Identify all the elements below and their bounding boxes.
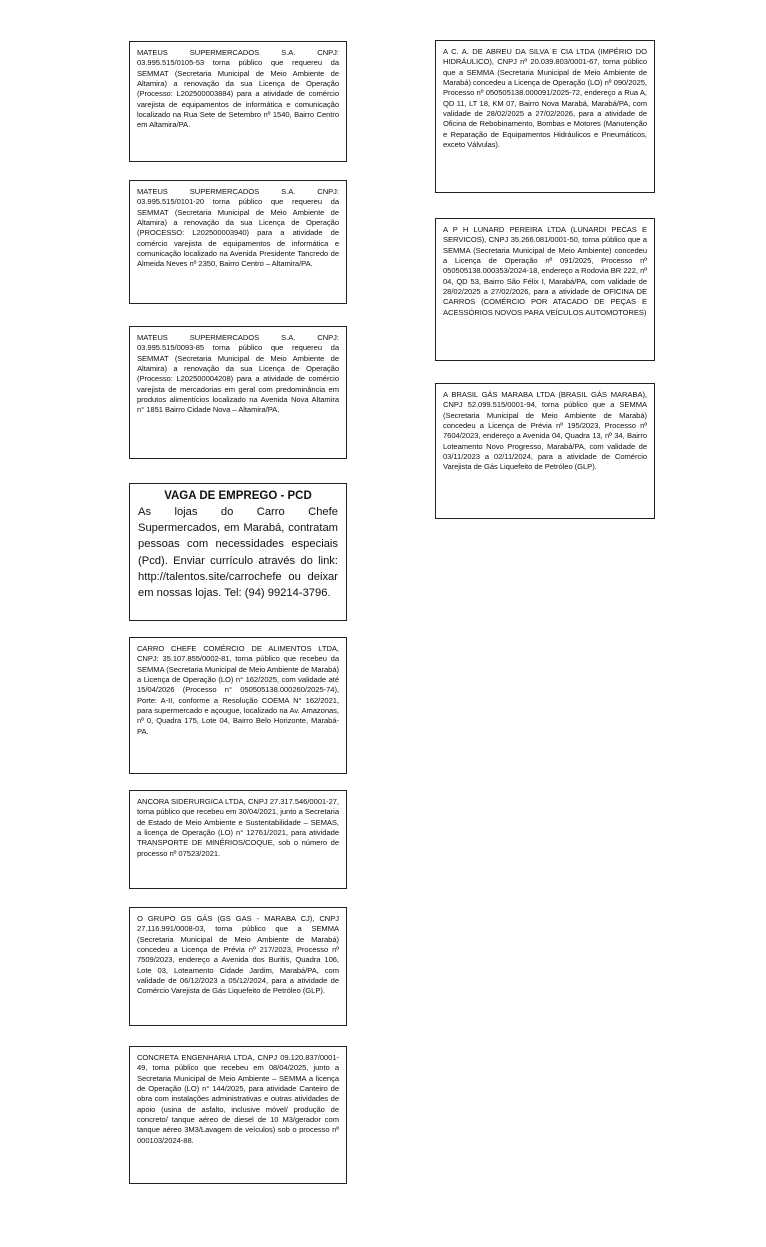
notice-imperio-do-hidraulico <box>435 40 655 193</box>
job-title: VAGA DE EMPREGO - PCD <box>164 490 312 502</box>
notice-text: MATEUS SUPERMERCADOS S.A. CNPJ: 03.995.515/0101-20 torna público que requereu da SEMMAT (Secretaria Municipal de Meio Ambiente de Altamira) a renovação da sua Licença de Operação (PROCESSO: L202500003940) para a atividade de comércio varejista de equipamentos de informática e comunicação localizado na Avenida Presidente Tancredo de Almeida Neves nº 2350, Bairro Centro – Altamira/PA. <box>137 187 339 269</box>
notice-text: O GRUPO GS GÁS (GS GAS - MARABA CJ), CNPJ 27.116.991/0008-03, torna público que a SEMMA (Secretaria Municipal de Meio Ambiente de Marabá) concedeu a Licença de Prévia nº 217/2023, Processo nº 7509/2023, endereço a Avenida dos Buritis, Quadra 106, Lote 03, Loteamento Cidade Jardim, Marabá/PA, com validade de 06/12/2023 a 05/12/2024, para a atividade de Comércio Varejista de Gás Liquefeito de Petróleo (GLP). <box>137 914 339 996</box>
notice-ancora-siderurgica <box>129 790 347 889</box>
notice-lunardi-pecas <box>435 218 655 361</box>
notice-carro-chefe <box>129 637 347 774</box>
notice-concreta-engenharia <box>129 1046 347 1184</box>
notice-mateus-altamira-tancredo <box>129 180 347 304</box>
notice-text: A C. A. DE ABREU DA SILVA E CIA LTDA (IMPÉRIO DO HIDRÁULICO), CNPJ nº 20.039.803/0001-67, torna público que a SEMMA (Secretaria Municipal de Meio Ambiente de Marabá) concedeu a Licença de Operação (LO) nº 090/2025, Processo nº 050505138.000091/2025-72, endereço a Rua A, QD 11, LT 18, KM 07, Bairro Nova Marabá, Marabá/PA, com validade de 28/02/2025 a 27/02/2026, para a atividade de Oficina de Rebobinamento, Bombas e Motores (Manutenção e Reparação de Equipamentos Hidráulicos e Pneumáticos, exceto Válvulas). <box>443 47 647 149</box>
notice-text: CARRO CHEFE COMÉRCIO DE ALIMENTOS LTDA, CNPJ: 35.107.855/0002-81, torna público que recebeu da SEMMA (Secretaria Municipal de Meio Ambiente de Marabá) a Licença de Operação (LO) n° 162/2025, com validade até 15/04/2026 (Processo n° 050505138.000260/2025-74), Porte: A-II, conforme a Resolução COEMA N° 162/2021, para supermercado e açougue, localizado na Av. Amazonas, nº 0, Quadra 175, Lote 04, Bairro Belo Horizonte, Marabá-PA. <box>137 644 339 736</box>
job-vacancy-pcd <box>129 483 347 621</box>
notice-text: A BRASIL GÁS MARABA LTDA (BRASIL GÁS MARABA), CNPJ 52.099.515/0001-94, torna público que a SEMMA (Secretaria Municipal de Meio Ambiente de Marabá) concedeu a Licença de Prévia nº 195/2023, Processo nº 7604/2023, endereço a Avenida 04, Quadra 13, nº 34, Bairro Loteamento Novo Progresso, Marabá/PA, com validade de 03/11/2023 a 02/11/2024, para a atividade de Comércio Varejista de Gás Liquefeito de Petróleo (GLP). <box>443 390 647 472</box>
notice-text: ANCORA SIDERURGICA LTDA, CNPJ 27.317.546/0001-27, torna público que recebeu em 30/04/2021, junto a Secretaria de Estado de Meio Ambiente e Sustentabilidade – SEMAS, a licença de Operação (LO) n° 12761/2021, para atividade TRANSPORTE DE MINÉRIOS/COQUE, sob o número de processo nº 07523/2021. <box>137 797 339 858</box>
notice-text: MATEUS SUPERMERCADOS S.A. CNPJ: 03.995.515/0093-85 torna público que requereu da SEMMAT (Secretaria Municipal de Meio Ambiente de Altamira) a renovação da sua Licença de Operação (Processo: L202500004208) para a atividade de comércio varejista de mercadorias em geral com predominância em produtos alimentícios localizado na Avenida Nova Altamira n° 1851 Bairro Cidade Nova – Altamira/PA. <box>137 333 339 415</box>
notice-mateus-altamira-cidade-nova <box>129 326 347 459</box>
job-text: As lojas do Carro Chefe Supermercados, em Marabá, contratam pessoas com necessidades especiais (Pcd). Enviar currículo através do link: http://talentos.site/carrochefe ou deixar em nossas lojas. Tel: (94) 99214-3796. <box>138 505 338 600</box>
notice-text: MATEUS SUPERMERCADOS S.A. CNPJ: 03.995.515/0105-53 torna público que requereu da SEMMAT (Secretaria Municipal de Meio Ambiente de Altamira) a renovação da sua Licença de Operação (Processo: L202500003884) para a atividade de comércio varejista de equipamentos de informática e comunicação localizado na Rua Sete de Setembro nº 1540, Bairro Centro em Altamira/PA. <box>137 48 339 130</box>
notice-text: A P H LUNARD PEREIRA LTDA (LUNARDI PECAS E SERVICOS), CNPJ 35.266.081/0001-50, torna público que a SEMMA (Secretaria Municipal de Meio Ambiente) concedeu a Licença de Operação nº 091/2025, Processo nº 050505138.000353/2024-18, endereço a Rodovia BR 222, nº 04, QD 53, Bairro São Félix I, Marabá/PA, com validade de 28/02/2025 a 27/02/2026, para a atividade de OFICINA DE CARROS (COMÉRCIO POR ATACADO DE PEÇAS E ACESSÓRIOS NOVOS PARA VEÍCULOS AUTOMOTORES) <box>443 225 647 317</box>
notice-text: CONCRETA ENGENHARIA LTDA, CNPJ 09.120.837/0001-49, torna público que recebeu em 08/04/2025, junto a Secretaria Municipal de Meio Ambiente – SEMMA a licença de Operação (LO) n° 144/2025, para atividade Canteiro de obra com instalações administrativas e outras atividades de apoio (usina de asfalto, inclusive móvel/ produção de concreto/ tanque aéreo de diesel de 10 M3/gerador com tanque aéreo 3M3/Lavagem de veículos) sob o processo nº 000103/2024-88. <box>137 1053 339 1145</box>
notice-brasil-gas-maraba <box>435 383 655 519</box>
notice-mateus-altamira-centro <box>129 41 347 162</box>
notice-grupo-gs-gas <box>129 907 347 1026</box>
